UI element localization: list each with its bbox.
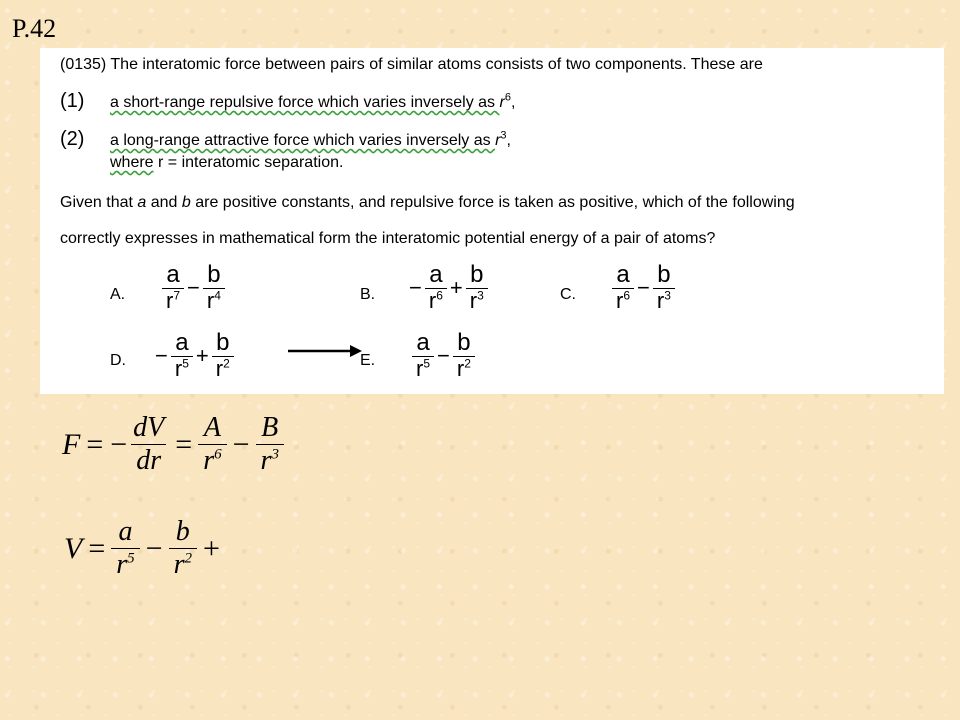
- force-term-1: [198, 412, 226, 477]
- option-a-num-1: a: [166, 261, 180, 288]
- potential-operator: −: [145, 531, 163, 565]
- option-b-frac-2: [466, 262, 488, 313]
- option-e-expression: [412, 330, 475, 381]
- potential-term-1: [111, 516, 139, 581]
- option-d-label: D.: [110, 352, 126, 369]
- force-equals-1: =: [86, 427, 104, 461]
- option-c-label: C.: [560, 286, 576, 303]
- option-e-frac-2: [453, 330, 475, 381]
- option-b-den-2: $r^3$: [466, 288, 488, 313]
- force-term-2-den: $r^3$: [256, 444, 284, 477]
- force-term-1-den: $r^6$: [198, 444, 226, 477]
- arrow-right-icon: [286, 343, 364, 359]
- option-d-num-2: b: [216, 329, 230, 356]
- slide-number: P.42: [12, 14, 57, 43]
- option-c-num-2: b: [657, 261, 671, 288]
- option-e-label: E.: [360, 352, 376, 369]
- option-a-frac-2: [203, 262, 225, 313]
- given-var-a: a: [137, 194, 147, 211]
- item-1-number: (1): [60, 90, 85, 112]
- option-c-den-1: $r^6$: [612, 288, 634, 313]
- potential-equation: [64, 516, 226, 581]
- item-1-body: a short-range repulsive force which varies inversely as: [110, 94, 500, 111]
- option-d-den-1: $r^5$: [171, 356, 193, 381]
- separation-text: r = interatomic separation.: [153, 154, 344, 171]
- potential-term-1-den: $r^5$: [111, 548, 139, 581]
- option-a-frac-1: [162, 262, 184, 313]
- given-part-1: Given that: [60, 194, 138, 211]
- derivative-denominator: dr: [131, 444, 166, 477]
- option-b-frac-1: [425, 262, 447, 313]
- potential-term-2-den: $r^2$: [169, 548, 197, 581]
- option-d-expression: [152, 330, 234, 381]
- option-e-frac-1: [412, 330, 434, 381]
- force-minus-sign: −: [110, 427, 128, 461]
- potential-term-1-num: a: [118, 516, 133, 547]
- potential-equals: =: [88, 531, 106, 565]
- item-2-text: [110, 129, 511, 150]
- item-1-text: [110, 91, 516, 112]
- option-c-expression: [612, 262, 675, 313]
- question-box: [40, 48, 944, 394]
- force-operator: −: [232, 427, 250, 461]
- derivative-fraction: [128, 412, 169, 477]
- potential-term-2-num: b: [175, 516, 190, 547]
- force-term-2-num: B: [261, 412, 279, 443]
- where-word: where: [110, 154, 154, 171]
- given-var-b: b: [181, 194, 191, 211]
- option-c-operator: −: [637, 274, 650, 300]
- option-e-num-1: a: [416, 329, 430, 356]
- option-c-num-1: a: [616, 261, 630, 288]
- option-c-frac-1: [612, 262, 634, 313]
- item-2-exp: 3: [500, 129, 507, 142]
- derivative-numerator: dV: [133, 412, 165, 443]
- option-a-expression: [162, 262, 225, 313]
- option-a-label: A.: [110, 286, 126, 303]
- option-e-den-2: $r^2$: [453, 356, 475, 381]
- potential-symbol: V: [64, 531, 83, 565]
- item-1-end: ,: [510, 94, 516, 111]
- force-term-1-num: A: [203, 412, 221, 443]
- option-b-num-2: b: [470, 261, 484, 288]
- option-d-frac-1: [171, 330, 193, 381]
- option-c-frac-2: [653, 262, 675, 313]
- option-a-num-2: b: [207, 261, 221, 288]
- option-e-num-2: b: [457, 329, 471, 356]
- option-b-operator: +: [449, 274, 463, 300]
- item-2-number: (2): [60, 128, 85, 150]
- given-part-3: are positive constants, and repulsive force is taken as positive, which of the following: [190, 194, 795, 211]
- potential-trailing-plus: +: [202, 531, 220, 565]
- option-a-den-1: $r^7$: [162, 288, 184, 313]
- option-d-den-2: $r^2$: [212, 356, 234, 381]
- option-d-lead-sign: −: [155, 342, 168, 368]
- option-b-label: B.: [360, 286, 376, 303]
- item-2-body: a long-range attractive force which varies inversely as: [110, 132, 496, 149]
- option-d-operator: +: [195, 342, 209, 368]
- option-b-den-1: $r^6$: [425, 288, 447, 313]
- item-2-end: ,: [506, 132, 511, 149]
- given-line: [60, 194, 795, 212]
- item-1-var: r: [499, 94, 505, 111]
- ask-line: correctly expresses in mathematical form the interatomic potential energy of a pair of atoms?: [60, 230, 716, 247]
- potential-term-2: [169, 516, 197, 581]
- item-2-where: [110, 154, 343, 172]
- force-term-2: [256, 412, 284, 477]
- option-d-num-1: a: [175, 329, 189, 356]
- question-intro: (0135) The interatomic force between pairs of similar atoms consists of two components. These are: [60, 56, 763, 73]
- option-e-operator: −: [437, 342, 450, 368]
- force-equals-2: =: [175, 427, 193, 461]
- option-b-expression: [406, 262, 488, 313]
- option-c-den-2: $r^3$: [653, 288, 675, 313]
- option-a-den-2: $r^4$: [203, 288, 225, 313]
- option-b-num-1: a: [429, 261, 443, 288]
- option-d-frac-2: [212, 330, 234, 381]
- option-e-den-1: $r^5$: [412, 356, 434, 381]
- force-equation: [62, 412, 284, 477]
- option-a-operator: −: [187, 274, 200, 300]
- item-2-var: r: [495, 132, 501, 149]
- item-1-exp: 6: [504, 91, 511, 104]
- given-part-2: and: [146, 194, 182, 211]
- option-b-lead-sign: −: [409, 274, 422, 300]
- force-symbol: F: [62, 427, 81, 461]
